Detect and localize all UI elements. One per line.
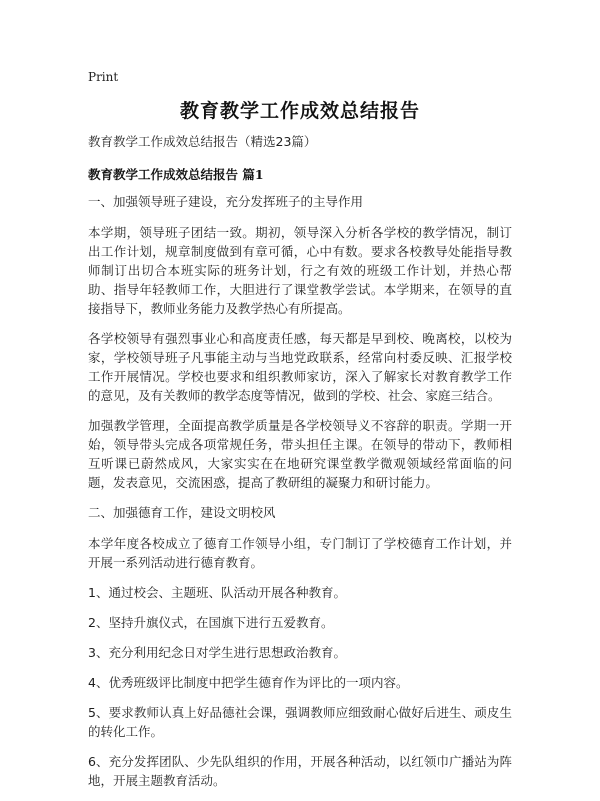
print-label[interactable]: Print	[88, 70, 119, 84]
list-item: 5、要求教师认真上好品德社会课，强调教师应细致耐心做好后进生、顽皮生的转化工作。	[88, 705, 512, 739]
list-item: 2、坚持升旗仪式，在国旗下进行五爱教育。	[88, 615, 334, 630]
document-subtitle: 教育教学工作成效总结报告（精选23篇）	[88, 134, 317, 149]
list-item: 4、优秀班级评比制度中把学生德育作为评比的一项内容。	[88, 675, 409, 690]
document-title: 教育教学工作成效总结报告	[179, 100, 420, 122]
list-item: 3、充分利用纪念日对学生进行思想政治教育。	[88, 645, 346, 660]
paragraph: 各学校领导有强烈事业心和高度责任感，每天都是早到校、晚离校，以校为家，学校领导班子凡事能主动与当地党政联系，经常向村委反映、汇报学校工作开展情况。学校也要求和组织教师家访，深入了解家长对教育教学工作的意见，及有关教师的教学态度等情况，做到的学校、社会、家庭三结合。	[88, 331, 512, 403]
paragraph: 本学年度各校成立了德育工作领导小组，专门制订了学校德育工作计划，并开展一系列活动进行德育教育。	[88, 536, 512, 570]
list-item: 1、通过校会、主题班、队活动开展各种教育。	[88, 585, 346, 600]
paragraph: 加强教学管理，全面提高教学质量是各学校领导义不容辞的职责。学期一开始，领导带头完成各项常规任务，带头担任主课。在领导的带动下，教师相互听课已蔚然成风，大家实实在在地研究课堂教学微观领域经常面临的问题，发表意见，交流困惑，提高了教研组的凝聚力和研讨能力。	[88, 418, 512, 490]
heading-leadership: 一、加强领导班子建设，充分发挥班子的主导作用	[88, 194, 364, 209]
section-heading: 教育教学工作成效总结报告 篇1	[88, 167, 264, 182]
paragraph: 本学期，领导班子团结一致。期初，领导深入分析各学校的教学情况，制订出工作计划，规章制度做到有章可循，心中有数。要求各校教导处能指导教师制订出切合本班实际的班务计划，行之有效的班级工作计划，并热心帮助、指导年轻教师工作，大胆进行了课堂教学尝试。本学期来，在领导的直接指导下，教师业务能力及教学热心有所提高。	[88, 225, 512, 316]
document-body	[88, 132, 512, 801]
list-item: 6、充分发挥团队、少先队组织的作用，开展各种活动，以红领巾广播站为阵地，开展主题教育活动。	[88, 754, 512, 788]
heading-moral-education: 二、加强德育工作，建设文明校风	[88, 505, 276, 520]
